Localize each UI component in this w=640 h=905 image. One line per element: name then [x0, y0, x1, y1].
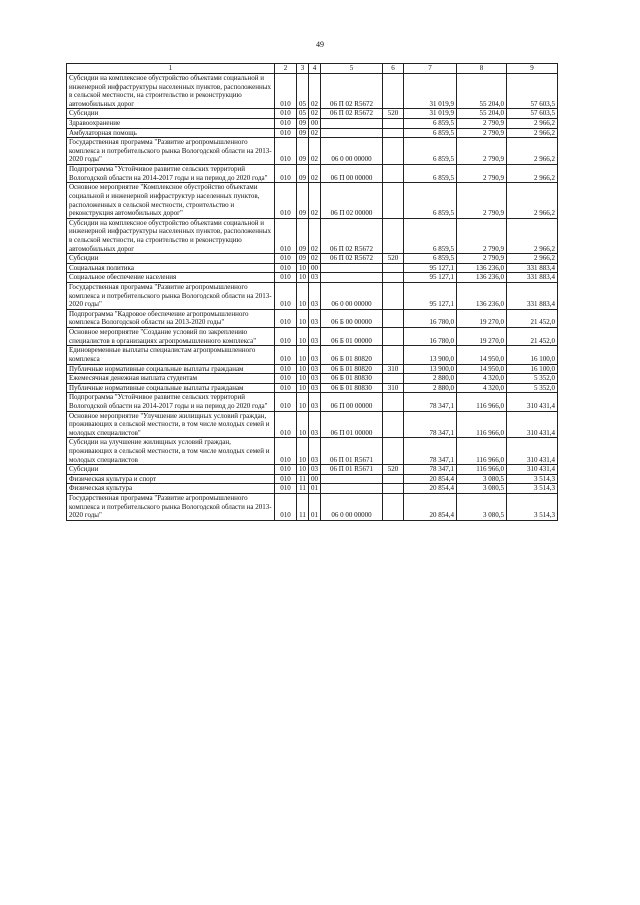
- subsection-code-cell: 03: [309, 328, 321, 346]
- ministry-code-cell: 010: [275, 138, 297, 165]
- expense-type-cell: [383, 484, 404, 494]
- amount-year-3-cell: 3 514,3: [507, 484, 558, 494]
- row-name-cell: Основное мероприятие "Улучшение жилищных условий граждан, проживающих в сельской местности, в том числе молодых семей и молодых специалистов": [67, 411, 275, 438]
- ministry-code-cell: 010: [275, 254, 297, 264]
- ministry-code-cell: 010: [275, 109, 297, 119]
- amount-year-2-cell: 3 080,5: [457, 474, 507, 484]
- amount-year-2-cell: 2 790,9: [457, 183, 507, 218]
- subsection-code-cell: 02: [309, 165, 321, 183]
- subsection-code-cell: 03: [309, 383, 321, 393]
- table-row: [67, 273, 558, 283]
- amount-year-2-cell: 14 950,0: [457, 346, 507, 364]
- expense-type-cell: [383, 374, 404, 384]
- target-article-cell: 06 Б 01 80820: [321, 346, 383, 364]
- amount-year-1-cell: 6 859,5: [404, 119, 457, 129]
- amount-year-3-cell: 3 514,3: [507, 474, 558, 484]
- section-code-cell: 05: [297, 74, 309, 109]
- ministry-code-cell: 010: [275, 484, 297, 494]
- amount-year-3-cell: 2 966,2: [507, 138, 558, 165]
- target-article-cell: 06 П 02 R5672: [321, 109, 383, 119]
- section-code-cell: 10: [297, 283, 309, 310]
- amount-year-1-cell: 6 859,5: [404, 165, 457, 183]
- row-name-cell: Государственная программа "Развитие агропромышленного комплекса и потребительского рынка Вологодской области на 2013-2020 годы": [67, 494, 275, 521]
- subsection-code-cell: 02: [309, 74, 321, 109]
- ministry-code-cell: 010: [275, 74, 297, 109]
- table-row: [67, 411, 558, 438]
- subsection-code-cell: 01: [309, 484, 321, 494]
- subsection-code-cell: 02: [309, 109, 321, 119]
- amount-year-3-cell: 16 100,0: [507, 346, 558, 364]
- table-row: [67, 128, 558, 138]
- section-code-cell: 09: [297, 119, 309, 129]
- ministry-code-cell: 010: [275, 364, 297, 374]
- expense-type-cell: [383, 438, 404, 465]
- row-name-cell: Субсидии: [67, 254, 275, 264]
- table-row: [67, 74, 558, 109]
- ministry-code-cell: 010: [275, 494, 297, 521]
- subsection-code-cell: 00: [309, 119, 321, 129]
- amount-year-2-cell: 55 204,0: [457, 74, 507, 109]
- row-name-cell: Физическая культура и спорт: [67, 474, 275, 484]
- amount-year-2-cell: 4 320,0: [457, 374, 507, 384]
- amount-year-3-cell: 2 966,2: [507, 254, 558, 264]
- row-name-cell: Подпрограмма "Устойчивое развитие сельских территорий Вологодской области на 2014-2017 годы и на период до 2020 года": [67, 165, 275, 183]
- target-article-cell: 06 0 00 00000: [321, 138, 383, 165]
- expense-type-cell: [383, 165, 404, 183]
- section-code-cell: 10: [297, 346, 309, 364]
- ministry-code-cell: 010: [275, 183, 297, 218]
- expense-type-cell: 310: [383, 364, 404, 374]
- amount-year-3-cell: 2 966,2: [507, 165, 558, 183]
- target-article-cell: 06 Б 01 80830: [321, 383, 383, 393]
- amount-year-3-cell: 331 883,4: [507, 263, 558, 273]
- expense-type-cell: [383, 128, 404, 138]
- ministry-code-cell: 010: [275, 411, 297, 438]
- section-code-cell: 10: [297, 383, 309, 393]
- header-cell-4: 4: [309, 64, 321, 74]
- expense-type-cell: [383, 474, 404, 484]
- amount-year-2-cell: 136 236,0: [457, 273, 507, 283]
- section-code-cell: 09: [297, 218, 309, 253]
- target-article-cell: [321, 263, 383, 273]
- ministry-code-cell: 010: [275, 328, 297, 346]
- table-row: [67, 465, 558, 475]
- amount-year-1-cell: 6 859,5: [404, 183, 457, 218]
- table-row: [67, 254, 558, 264]
- budget-table: [66, 63, 558, 521]
- target-article-cell: [321, 119, 383, 129]
- amount-year-3-cell: 2 966,2: [507, 183, 558, 218]
- amount-year-2-cell: 2 790,9: [457, 254, 507, 264]
- target-article-cell: 06 Б 01 00000: [321, 328, 383, 346]
- amount-year-3-cell: 21 452,0: [507, 309, 558, 327]
- amount-year-1-cell: 2 880,0: [404, 374, 457, 384]
- amount-year-1-cell: 16 780,0: [404, 328, 457, 346]
- amount-year-2-cell: 116 966,0: [457, 438, 507, 465]
- ministry-code-cell: 010: [275, 374, 297, 384]
- table-row: [67, 218, 558, 253]
- table-row: [67, 109, 558, 119]
- expense-type-cell: [383, 119, 404, 129]
- amount-year-1-cell: 78 347,1: [404, 438, 457, 465]
- header-cell-1: 1: [67, 64, 275, 74]
- subsection-code-cell: 02: [309, 254, 321, 264]
- amount-year-3-cell: 2 966,2: [507, 128, 558, 138]
- row-name-cell: Основное мероприятие "Комплексное обустройство объектами социальной и инженерной инфраструктур населенных пунктов, расположенных в сельской местности, строительство и реконструкция автомобильных дорог": [67, 183, 275, 218]
- target-article-cell: 06 П 01 00000: [321, 411, 383, 438]
- ministry-code-cell: 010: [275, 283, 297, 310]
- expense-type-cell: [383, 263, 404, 273]
- amount-year-3-cell: 331 883,4: [507, 283, 558, 310]
- amount-year-3-cell: 16 100,0: [507, 364, 558, 374]
- table-row: [67, 283, 558, 310]
- amount-year-3-cell: 3 514,3: [507, 494, 558, 521]
- ministry-code-cell: 010: [275, 273, 297, 283]
- amount-year-3-cell: 310 431,4: [507, 465, 558, 475]
- amount-year-2-cell: 116 966,0: [457, 411, 507, 438]
- target-article-cell: 06 П 01 R5671: [321, 438, 383, 465]
- header-cell-3: 3: [297, 64, 309, 74]
- section-code-cell: 10: [297, 374, 309, 384]
- row-name-cell: Амбулаторная помощь: [67, 128, 275, 138]
- table-row: [67, 328, 558, 346]
- amount-year-2-cell: 116 966,0: [457, 393, 507, 411]
- amount-year-2-cell: 2 790,9: [457, 119, 507, 129]
- expense-type-cell: [383, 138, 404, 165]
- table-row: [67, 494, 558, 521]
- target-article-cell: 06 П 00 00000: [321, 165, 383, 183]
- row-name-cell: Ежемесячная денежная выплата студентам: [67, 374, 275, 384]
- expense-type-cell: [383, 309, 404, 327]
- amount-year-3-cell: 57 603,5: [507, 109, 558, 119]
- expense-type-cell: 520: [383, 254, 404, 264]
- row-name-cell: Государственная программа "Развитие агропромышленного комплекса и потребительского рынка Вологодской области на 2013-2020 годы": [67, 283, 275, 310]
- subsection-code-cell: 00: [309, 474, 321, 484]
- amount-year-2-cell: 2 790,9: [457, 165, 507, 183]
- subsection-code-cell: 00: [309, 263, 321, 273]
- amount-year-2-cell: 14 950,0: [457, 364, 507, 374]
- target-article-cell: 06 0 00 00000: [321, 494, 383, 521]
- table-row: [67, 309, 558, 327]
- header-cell-8: 8: [457, 64, 507, 74]
- section-code-cell: 10: [297, 438, 309, 465]
- ministry-code-cell: 010: [275, 465, 297, 475]
- amount-year-1-cell: 2 880,0: [404, 383, 457, 393]
- ministry-code-cell: 010: [275, 393, 297, 411]
- amount-year-3-cell: 310 431,4: [507, 438, 558, 465]
- ministry-code-cell: 010: [275, 383, 297, 393]
- ministry-code-cell: 010: [275, 474, 297, 484]
- amount-year-2-cell: 19 270,0: [457, 309, 507, 327]
- section-code-cell: 05: [297, 109, 309, 119]
- table-row: [67, 364, 558, 374]
- target-article-cell: 06 П 02 R5672: [321, 254, 383, 264]
- subsection-code-cell: 01: [309, 494, 321, 521]
- target-article-cell: 06 Б 00 00000: [321, 309, 383, 327]
- subsection-code-cell: 03: [309, 438, 321, 465]
- amount-year-1-cell: 78 347,1: [404, 465, 457, 475]
- amount-year-1-cell: 31 019,9: [404, 74, 457, 109]
- row-name-cell: Основное мероприятие "Создание условий по закреплению специалистов в организациях агропромышленного комплекса": [67, 328, 275, 346]
- amount-year-1-cell: 13 900,0: [404, 364, 457, 374]
- amount-year-1-cell: 78 347,1: [404, 411, 457, 438]
- row-name-cell: Субсидии на улучшение жилищных условий граждан, проживающих в сельской местности, в том числе молодых семей и молодых специалистов: [67, 438, 275, 465]
- target-article-cell: 06 Б 01 80830: [321, 374, 383, 384]
- ministry-code-cell: 010: [275, 309, 297, 327]
- amount-year-2-cell: 55 204,0: [457, 109, 507, 119]
- table-body: [67, 64, 558, 521]
- amount-year-3-cell: 2 966,2: [507, 119, 558, 129]
- table-row: [67, 393, 558, 411]
- amount-year-2-cell: 3 080,5: [457, 484, 507, 494]
- section-code-cell: 10: [297, 273, 309, 283]
- section-code-cell: 11: [297, 484, 309, 494]
- amount-year-1-cell: 16 780,0: [404, 309, 457, 327]
- subsection-code-cell: 02: [309, 183, 321, 218]
- header-cell-6: 6: [383, 64, 404, 74]
- table-row: [67, 383, 558, 393]
- row-name-cell: Субсидии на комплексное обустройство объектами социальной и инженерной инфраструктуры населенных пунктов, расположенных в сельской местности, на строительство и реконструкцию автомобильных дорог: [67, 218, 275, 253]
- section-code-cell: 11: [297, 474, 309, 484]
- section-code-cell: 10: [297, 411, 309, 438]
- amount-year-1-cell: 95 127,1: [404, 273, 457, 283]
- amount-year-3-cell: 310 431,4: [507, 393, 558, 411]
- table-row: [67, 438, 558, 465]
- section-code-cell: 10: [297, 309, 309, 327]
- row-name-cell: Социальная политика: [67, 263, 275, 273]
- amount-year-3-cell: 331 883,4: [507, 273, 558, 283]
- amount-year-2-cell: 2 790,9: [457, 138, 507, 165]
- expense-type-cell: [383, 494, 404, 521]
- amount-year-2-cell: 2 790,9: [457, 218, 507, 253]
- target-article-cell: 06 П 02 R5672: [321, 74, 383, 109]
- section-code-cell: 09: [297, 183, 309, 218]
- target-article-cell: [321, 474, 383, 484]
- amount-year-1-cell: 6 859,5: [404, 128, 457, 138]
- row-name-cell: Социальное обеспечение населения: [67, 273, 275, 283]
- row-name-cell: Публичные нормативные социальные выплаты гражданам: [67, 383, 275, 393]
- table-row: [67, 138, 558, 165]
- amount-year-3-cell: 310 431,4: [507, 411, 558, 438]
- amount-year-1-cell: 95 127,1: [404, 263, 457, 273]
- row-name-cell: Публичные нормативные социальные выплаты гражданам: [67, 364, 275, 374]
- subsection-code-cell: 02: [309, 218, 321, 253]
- amount-year-3-cell: 5 352,0: [507, 374, 558, 384]
- target-article-cell: 06 П 00 00000: [321, 393, 383, 411]
- section-code-cell: 10: [297, 364, 309, 374]
- expense-type-cell: [383, 328, 404, 346]
- amount-year-2-cell: 136 236,0: [457, 263, 507, 273]
- amount-year-1-cell: 31 019,9: [404, 109, 457, 119]
- amount-year-3-cell: 2 966,2: [507, 218, 558, 253]
- row-name-cell: Субсидии: [67, 465, 275, 475]
- ministry-code-cell: 010: [275, 263, 297, 273]
- row-name-cell: Субсидии: [67, 109, 275, 119]
- amount-year-2-cell: 19 270,0: [457, 328, 507, 346]
- ministry-code-cell: 010: [275, 346, 297, 364]
- target-article-cell: 06 Б 01 80820: [321, 364, 383, 374]
- amount-year-1-cell: 6 859,5: [404, 138, 457, 165]
- ministry-code-cell: 010: [275, 438, 297, 465]
- target-article-cell: 06 П 02 00000: [321, 183, 383, 218]
- expense-type-cell: [383, 346, 404, 364]
- expense-type-cell: [383, 183, 404, 218]
- header-cell-2: 2: [275, 64, 297, 74]
- amount-year-1-cell: 20 854,4: [404, 484, 457, 494]
- ministry-code-cell: 010: [275, 218, 297, 253]
- table-row: [67, 484, 558, 494]
- subsection-code-cell: 03: [309, 465, 321, 475]
- section-code-cell: 10: [297, 393, 309, 411]
- section-code-cell: 09: [297, 254, 309, 264]
- expense-type-cell: [383, 411, 404, 438]
- amount-year-1-cell: 78 347,1: [404, 393, 457, 411]
- section-code-cell: 10: [297, 465, 309, 475]
- section-code-cell: 10: [297, 263, 309, 273]
- amount-year-3-cell: 5 352,0: [507, 383, 558, 393]
- expense-type-cell: 310: [383, 383, 404, 393]
- row-name-cell: Подпрограмма "Кадровое обеспечение агропромышленного комплекса Вологодской области на 2013-2020 годы": [67, 309, 275, 327]
- subsection-code-cell: 03: [309, 374, 321, 384]
- section-code-cell: 11: [297, 494, 309, 521]
- section-code-cell: 09: [297, 128, 309, 138]
- subsection-code-cell: 02: [309, 138, 321, 165]
- amount-year-1-cell: 20 854,4: [404, 474, 457, 484]
- amount-year-1-cell: 95 127,1: [404, 283, 457, 310]
- amount-year-2-cell: 4 320,0: [457, 383, 507, 393]
- target-article-cell: 06 0 00 00000: [321, 283, 383, 310]
- header-cell-5: 5: [321, 64, 383, 74]
- amount-year-1-cell: 6 859,5: [404, 254, 457, 264]
- subsection-code-cell: 02: [309, 128, 321, 138]
- target-article-cell: 06 П 02 R5672: [321, 218, 383, 253]
- row-name-cell: Подпрограмма "Устойчивое развитие сельских территорий Вологодской области на 2014-2017 годы и на период до 2020 года": [67, 393, 275, 411]
- amount-year-3-cell: 21 452,0: [507, 328, 558, 346]
- subsection-code-cell: 03: [309, 346, 321, 364]
- table-row: [67, 474, 558, 484]
- row-name-cell: Субсидии на комплексное обустройство объектами социальной и инженерной инфраструктуры населенных пунктов, расположенных в сельской местности, на строительство и реконструкцию автомобильных дорог: [67, 74, 275, 109]
- ministry-code-cell: 010: [275, 119, 297, 129]
- expense-type-cell: [383, 74, 404, 109]
- expense-type-cell: [383, 218, 404, 253]
- amount-year-2-cell: 2 790,9: [457, 128, 507, 138]
- expense-type-cell: 520: [383, 109, 404, 119]
- amount-year-3-cell: 57 603,5: [507, 74, 558, 109]
- subsection-code-cell: 03: [309, 393, 321, 411]
- table-row: [67, 346, 558, 364]
- expense-type-cell: 520: [383, 465, 404, 475]
- subsection-code-cell: 03: [309, 411, 321, 438]
- amount-year-2-cell: 116 966,0: [457, 465, 507, 475]
- header-cell-7: 7: [404, 64, 457, 74]
- subsection-code-cell: 03: [309, 364, 321, 374]
- section-code-cell: 09: [297, 138, 309, 165]
- amount-year-1-cell: 6 859,5: [404, 218, 457, 253]
- table-row: [67, 119, 558, 129]
- amount-year-2-cell: 136 236,0: [457, 283, 507, 310]
- row-name-cell: Единовременные выплаты специалистам агропромышленного комплекса: [67, 346, 275, 364]
- subsection-code-cell: 03: [309, 309, 321, 327]
- section-code-cell: 10: [297, 328, 309, 346]
- target-article-cell: [321, 128, 383, 138]
- amount-year-1-cell: 20 854,4: [404, 494, 457, 521]
- row-name-cell: Здравоохранение: [67, 119, 275, 129]
- ministry-code-cell: 010: [275, 165, 297, 183]
- table-row: [67, 183, 558, 218]
- target-article-cell: 06 П 01 R5671: [321, 465, 383, 475]
- header-cell-9: 9: [507, 64, 558, 74]
- row-name-cell: Государственная программа "Развитие агропромышленного комплекса и потребительского рынка Вологодской области на 2013-2020 годы": [67, 138, 275, 165]
- amount-year-1-cell: 13 900,0: [404, 346, 457, 364]
- expense-type-cell: [383, 393, 404, 411]
- table-row: [67, 263, 558, 273]
- subsection-code-cell: 03: [309, 283, 321, 310]
- page-number: 49: [316, 40, 324, 49]
- table-row: [67, 374, 558, 384]
- target-article-cell: [321, 484, 383, 494]
- table-row: [67, 165, 558, 183]
- expense-type-cell: [383, 273, 404, 283]
- target-article-cell: [321, 273, 383, 283]
- ministry-code-cell: 010: [275, 128, 297, 138]
- amount-year-2-cell: 3 080,5: [457, 494, 507, 521]
- subsection-code-cell: 03: [309, 273, 321, 283]
- expense-type-cell: [383, 283, 404, 310]
- row-name-cell: Физическая культура: [67, 484, 275, 494]
- header-row: [67, 64, 558, 74]
- section-code-cell: 09: [297, 165, 309, 183]
